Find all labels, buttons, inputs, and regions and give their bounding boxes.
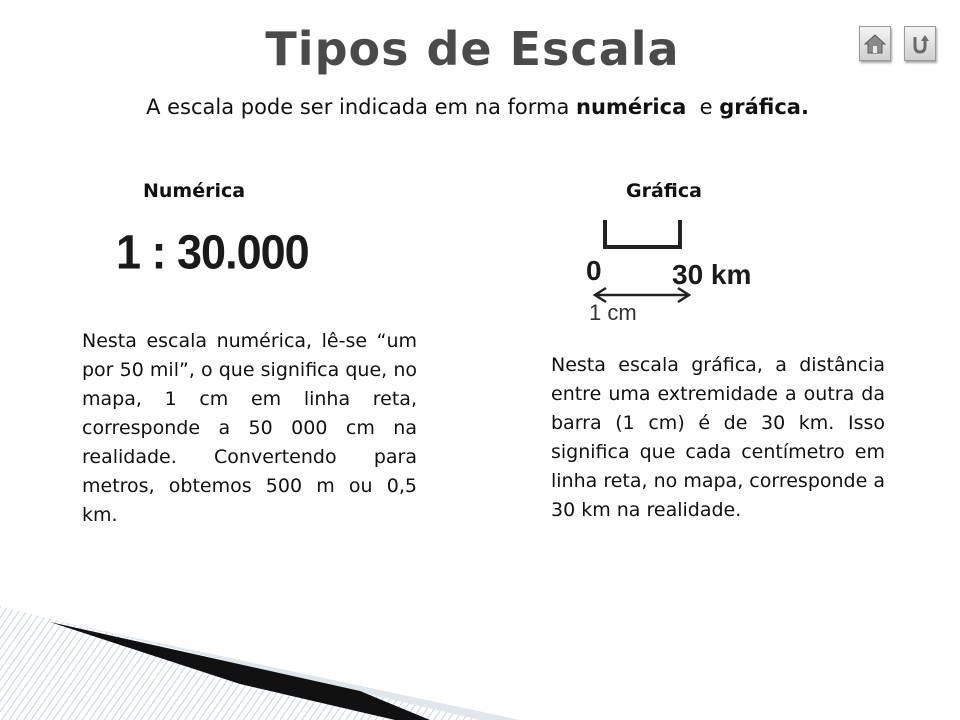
graphic-description: Nesta escala gráfica, a distância entre uma extremidade a outra da barra (1 cm) é de 30 km. Isso significa que cada centímetro em linha reta, no mapa, corresponde a 30 km na realidade.: [551, 354, 885, 521]
graphic-heading: Gráfica: [626, 180, 702, 202]
subtitle-prefix: A escala pode ser indicada em na forma: [146, 95, 577, 119]
subtitle-graphic-word: gráfica: [719, 95, 801, 119]
home-button[interactable]: [859, 26, 891, 61]
decorative-swoosh: [0, 596, 960, 720]
home-icon: [864, 33, 886, 55]
subtitle: [0, 95, 955, 119]
graphic-scale-bar: [580, 216, 780, 326]
scale-end-label: 30 km: [672, 259, 752, 290]
scale-zero-label: 0: [586, 255, 602, 286]
numeric-heading: Numérica: [143, 180, 246, 202]
return-arrow-icon: [909, 33, 931, 55]
scale-bar-bracket: [605, 220, 680, 247]
subtitle-middle: e: [686, 95, 720, 119]
numeric-scale-ratio: 1 : 30.000: [116, 224, 309, 280]
subtitle-suffix: .: [800, 95, 809, 119]
numeric-description: Nesta escala numérica, lê-se “um por 50 mil”, o que significa que, no mapa, 1 cm em linha reta, corresponde a 50 000 cm na realidade. Convertendo para metros, obtemos 500 m ou 0,5 km.: [82, 330, 417, 526]
subtitle-numeric-word: numérica: [576, 95, 687, 119]
return-button[interactable]: [904, 26, 936, 61]
scale-unit-label: 1 cm: [589, 300, 637, 325]
page-title: Tipos de Escala: [265, 22, 680, 76]
